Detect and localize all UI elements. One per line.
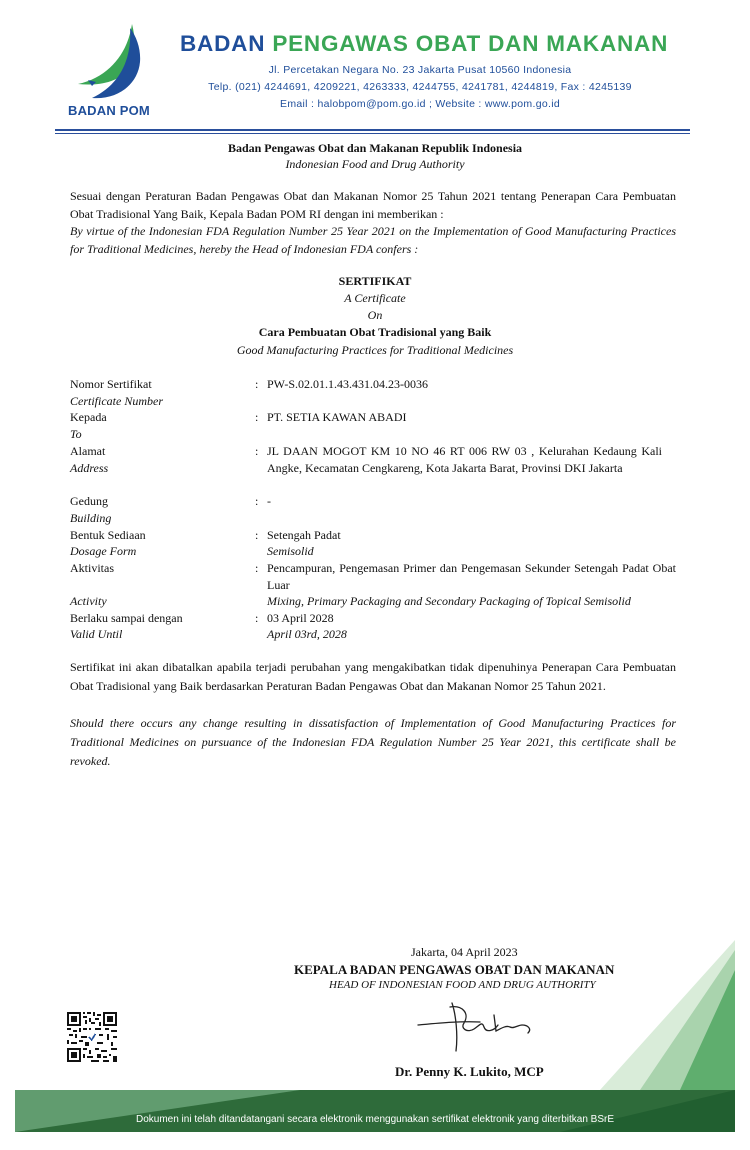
footer-esign-notice: Dokumen ini telah ditandatangani secara elektronik menggunakan sertifikat elektronik yang diterbitkan BSrE: [135, 1114, 615, 1125]
field-dosage-label-en: Dosage Form: [70, 544, 137, 558]
field-building-label: Gedung: [70, 494, 108, 508]
handwritten-signature: [410, 995, 540, 1055]
signature-title-id: KEPALA BADAN PENGAWAS OBAT DAN MAKANAN: [294, 962, 615, 977]
field-activity-value-en: Mixing, Primary Packaging and Secondary Packaging of Topical Semisolid: [267, 594, 631, 608]
field-address-label-en: Address: [70, 461, 109, 475]
field-colon: :: [255, 377, 259, 391]
field-number-label: Nomor Sertifikat: [70, 377, 152, 391]
field-address-value: JL DAAN MOGOT KM 10 NO 46 RT 006 RW 03 , Kelurahan Kedaung Kali Angke, Kecamatan Cengkareng, Kota Jakarta Barat, Provinsi DKI Jakarta: [267, 444, 662, 475]
intro-id: Sesuai dengan Peraturan Badan Pengawas Obat dan Makanan Nomor 25 Tahun 2021 tentang Penerapan Cara Pembuatan Obat Tradisional Yang Baik, Kepala Badan POM RI dengan ini memberikan :: [70, 189, 676, 221]
certificate-subject-id: Cara Pembuatan Obat Tradisional yang Baik: [258, 325, 492, 339]
field-address-label: Alamat: [70, 444, 106, 458]
field-activity-value: Pencampuran, Pengemasan Primer dan Pengemasan Sekunder Setengah Padat Obat Luar: [267, 561, 676, 592]
field-colon: :: [255, 444, 259, 458]
header-rule-thick: [55, 129, 690, 131]
agency-title-part1: BADAN: [180, 31, 266, 56]
field-colon: :: [255, 410, 259, 424]
field-building-label-en: Building: [70, 511, 112, 525]
field-to-label-en: To: [70, 427, 82, 441]
agency-title: [180, 31, 668, 57]
field-building-value: -: [267, 494, 271, 508]
logo-wordmark: BADAN POM: [68, 103, 150, 118]
field-activity-label: Aktivitas: [70, 561, 114, 575]
signatory-name: Dr. Penny K. Lukito, MCP: [395, 1064, 544, 1079]
field-valid-label: Berlaku sampai dengan: [70, 611, 183, 625]
org-name-id: Badan Pengawas Obat dan Makanan Republik Indonesia: [227, 141, 523, 155]
field-colon: :: [255, 528, 259, 542]
signature-place-date: Jakarta, 04 April 2023: [411, 945, 518, 959]
certificate-sub1: A Certificate: [344, 291, 406, 305]
field-colon: :: [255, 561, 259, 575]
agency-title-part2: PENGAWAS OBAT DAN MAKANAN: [272, 31, 669, 56]
field-dosage-value-en: Semisolid: [267, 544, 314, 558]
intro-en: By virtue of the Indonesian FDA Regulation Number 25 Year 2021 on the Implementation of Good Manufacturing Practices for Traditional Medicines, hereby the Head of Indonesian FDA confers :: [70, 224, 676, 256]
field-colon: :: [255, 611, 259, 625]
field-to-value: PT. SETIA KAWAN ABADI: [267, 410, 407, 424]
org-name-en: Indonesian Food and Drug Authority: [285, 157, 465, 171]
qr-code-icon: [67, 1012, 117, 1062]
certificate-subject-en: Good Manufacturing Practices for Traditional Medicines: [236, 343, 514, 357]
header-phone: Telp. (021) 4244691, 4209221, 4263333, 4244755, 4241781, 4244819, Fax : 4245139: [208, 81, 632, 93]
field-dosage-value: Setengah Padat: [267, 528, 341, 542]
header-address: Jl. Percetakan Negara No. 23 Jakarta Pusat 10560 Indonesia: [268, 64, 572, 76]
header-rule-thin: [55, 133, 690, 134]
header-contact: Email : halobpom@pom.go.id ; Website : www.pom.go.id: [280, 98, 560, 110]
field-dosage-label: Bentuk Sediaan: [70, 528, 146, 542]
signature-title-en: HEAD OF INDONESIAN FOOD AND DRUG AUTHORITY: [329, 979, 596, 991]
revocation-en: Should there occurs any change resulting in dissatisfaction of Implementation of Good Manufacturing Practices for Traditional Medicines on pursuance of the Indonesian FDA Regulation Number 25 Year 2021, this certificate shall be revoked.: [70, 716, 676, 768]
field-to-label: Kepada: [70, 410, 107, 424]
field-colon: :: [255, 494, 259, 508]
field-number-label-en: Certificate Number: [70, 394, 163, 408]
certificate-sub2: On: [367, 308, 383, 322]
field-valid-label-en: Valid Until: [70, 627, 123, 641]
field-valid-value: 03 April 2028: [267, 611, 334, 625]
revocation-id: Sertifikat ini akan dibatalkan apabila terjadi perubahan yang mengakibatkan tidak dipenuhinya Penerapan Cara Pembuatan Obat Tradisional yang Baik berdasarkan Peraturan Badan Pengawas Obat dan Makanan Nomor 25 Tahun 2021.: [70, 660, 676, 693]
certificate-heading: SERTIFIKAT: [338, 274, 412, 288]
field-number-value: PW-S.02.01.1.43.431.04.23-0036: [267, 377, 429, 391]
field-valid-value-en: April 03rd, 2028: [267, 627, 347, 641]
field-activity-label-en: Activity: [70, 594, 107, 608]
